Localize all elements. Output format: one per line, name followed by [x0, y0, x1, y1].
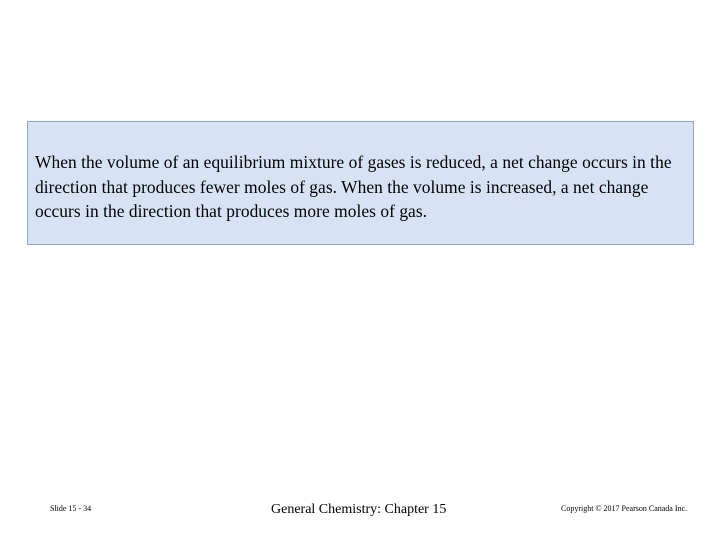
- callout-box: [27, 121, 694, 245]
- footer-title: General Chemistry: Chapter 15: [271, 502, 447, 517]
- callout-text: When the volume of an equilibrium mixture of gases is reduced, a net change occurs in the direction that produces fewer moles of gas. When the volume is increased, a net change occurs in the direction that produces more moles of gas.: [35, 152, 672, 221]
- footer-copyright: Copyright © 2017 Pearson Canada Inc.: [561, 504, 688, 513]
- footer-slide-number: Slide 15 - 34: [50, 504, 92, 513]
